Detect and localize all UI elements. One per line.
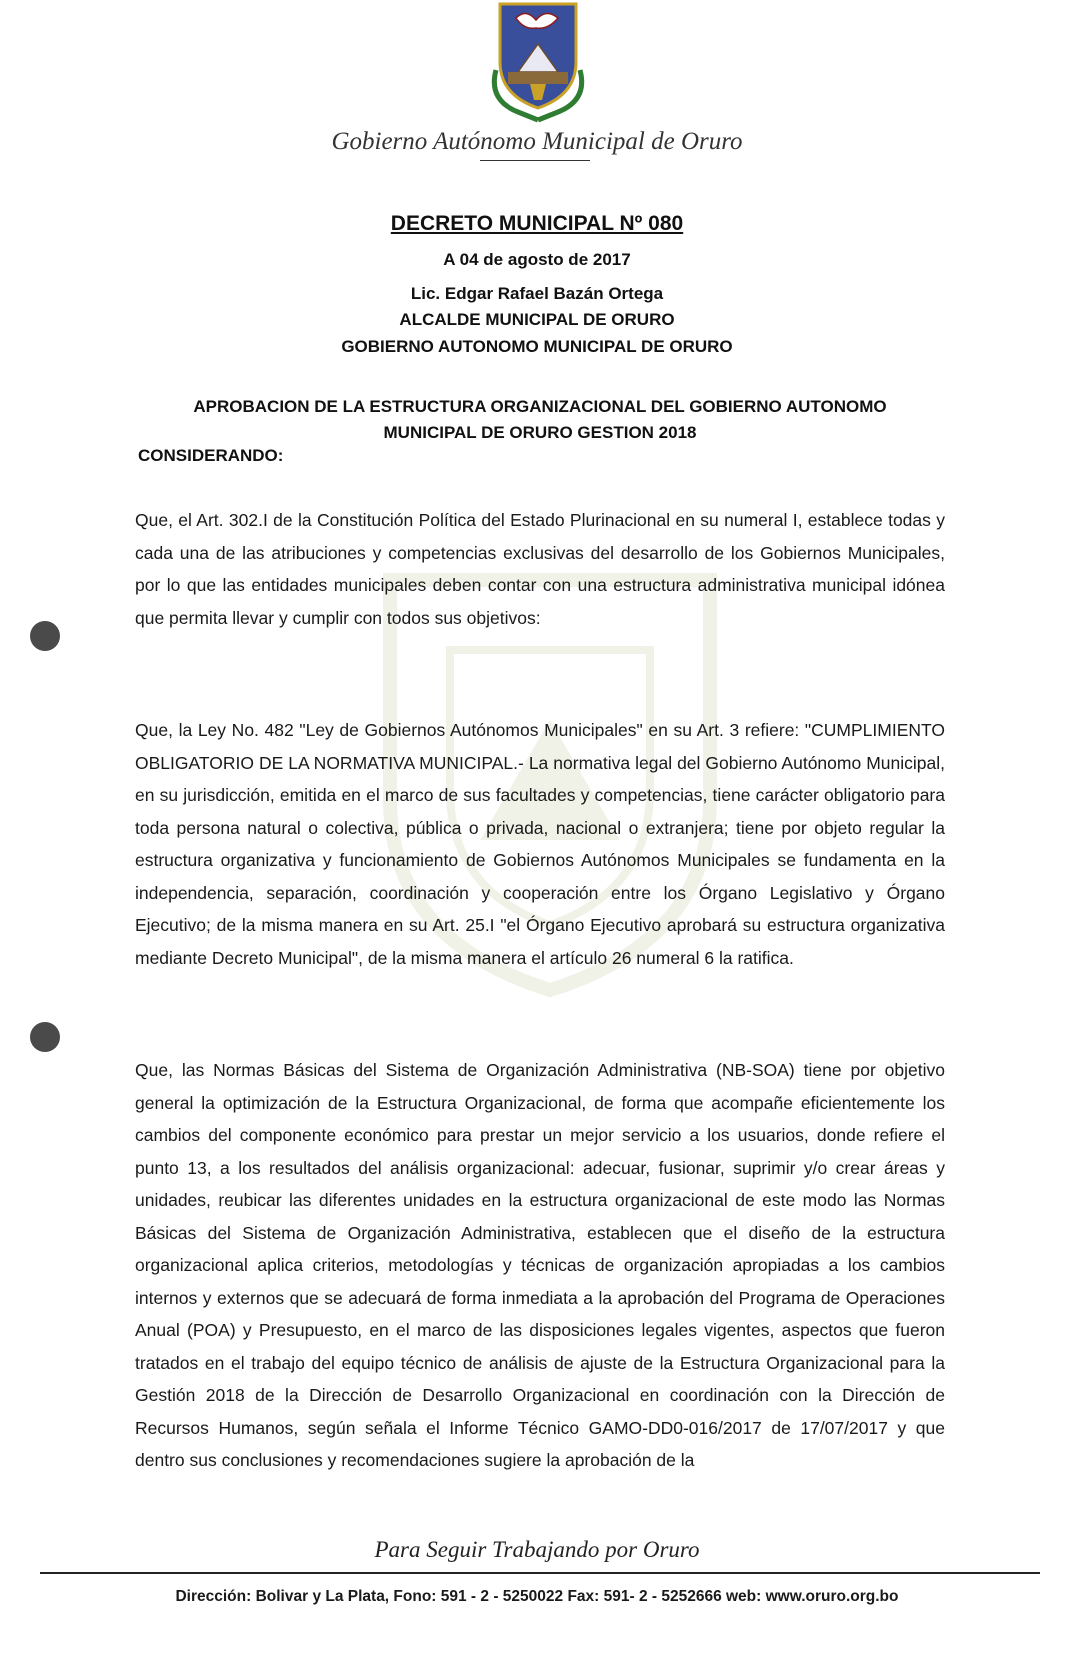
footer-contact: Dirección: Bolivar y La Plata, Fono: 591 - 2 - 5250022 Fax: 591- 2 - 5252666 web: www.oruro.org.bo [175, 1588, 899, 1605]
body-paragraph: Que, la Ley No. 482 "Ley de Gobiernos Autónomos Municipales" en su Art. 3 refiere: "CUMPLIMIENTO OBLIGATORIO DE LA NORMATIVA MUNICIPAL.- La normativa legal del Gobierno Autónomo Municipal, en su jurisdicción, emitida en el marco de sus facultades y competencias, tiene carácter obligatorio para toda persona natural o colectiva, pública o privada, nacional o extranjera; tiene por objeto regular la estructura organizativa y funcionamiento de Gobiernos Autónomos Municipales se fundamenta en la independencia, separación, coordinación y cooperación entre los Órgano Legislativo y Órgano Ejecutivo; de la misma manera en su Art. 25.I "el Órgano Ejecutivo aprobará su estructura organizativa mediante Decreto Municipal", de la misma manera el artículo 26 numeral 6 la ratifica. [135, 720, 945, 968]
decree-title: DECRETO MUNICIPAL Nº 080 [390, 212, 684, 235]
government-name: GOBIERNO AUTONOMO MUNICIPAL DE ORURO [341, 337, 733, 356]
body-paragraph: Que, las Normas Básicas del Sistema de Organización Administrativa (NB-SOA) tiene por objetivo general la optimización de la Estructura Organizacional, de forma que acompañe eficientemente los cambios del componente económico para prestar un mejor servicio a los usuarios, donde refiere el punto 13, a los resultados del análisis organizacional: adecuar, fusionar, suprimir y/o crear áreas y unidades, reubicar las diferentes unidades en la estructura organizacional de este modo las Normas Básicas del Sistema de Organización Administrativa, establecen que el diseño de la estructura organizacional aplica criterios, metodologías y técnicas de organización apropiadas a los cambios internos y externos que se adecuará de forma inmediata a la aprobación del Programa de Operaciones Anual (POA) y Presupuesto, en el marco de las disposiciones legales vigentes, aspectos que fueron tratados en el trabajo del equipo técnico de análisis de ajuste de la Estructura Organizacional para la Gestión 2018 de la Dirección de Desarrollo Organizacional en coordinación con la Dirección de Recursos Humanos, según señala el Informe Técnico GAMO-DD0-016/2017 de 17/07/2017 y que dentro sus conclusiones y recomendaciones sugiere la aprobación de la [135, 1060, 945, 1470]
body-paragraph: Que, el Art. 302.I de la Constitución Política del Estado Plurinacional en su numeral I, establece todas y cada una de las atribuciones y competencias exclusivas del desarrollo de los Gobiernos Municipales, por lo que las entidades municipales deben contar con una estructura administrativa municipal idónea que permita llevar y cumplir con todos sus objetivos: [135, 510, 945, 628]
mayor-name: Lic. Edgar Rafael Bazán Ortega [410, 284, 664, 303]
municipal-crest-icon [478, 0, 598, 125]
decree-subject: APROBACION DE LA ESTRUCTURA ORGANIZACIONAL DEL GOBIERNO AUTONOMO MUNICIPAL DE ORURO GESTION 2018 [193, 397, 887, 442]
footer-slogan: Para Seguir Trabajando por Oruro [374, 1537, 700, 1562]
punch-hole-icon [30, 621, 60, 651]
punch-hole-icon [30, 1022, 60, 1052]
entity-name: Gobierno Autónomo Municipal de Oruro [331, 128, 743, 155]
mayor-title: ALCALDE MUNICIPAL DE ORURO [399, 310, 675, 329]
decree-date: A 04 de agosto de 2017 [443, 250, 631, 269]
footer-divider [40, 1572, 1040, 1574]
considerando-heading: CONSIDERANDO: [138, 446, 284, 465]
entity-divider [480, 160, 590, 161]
